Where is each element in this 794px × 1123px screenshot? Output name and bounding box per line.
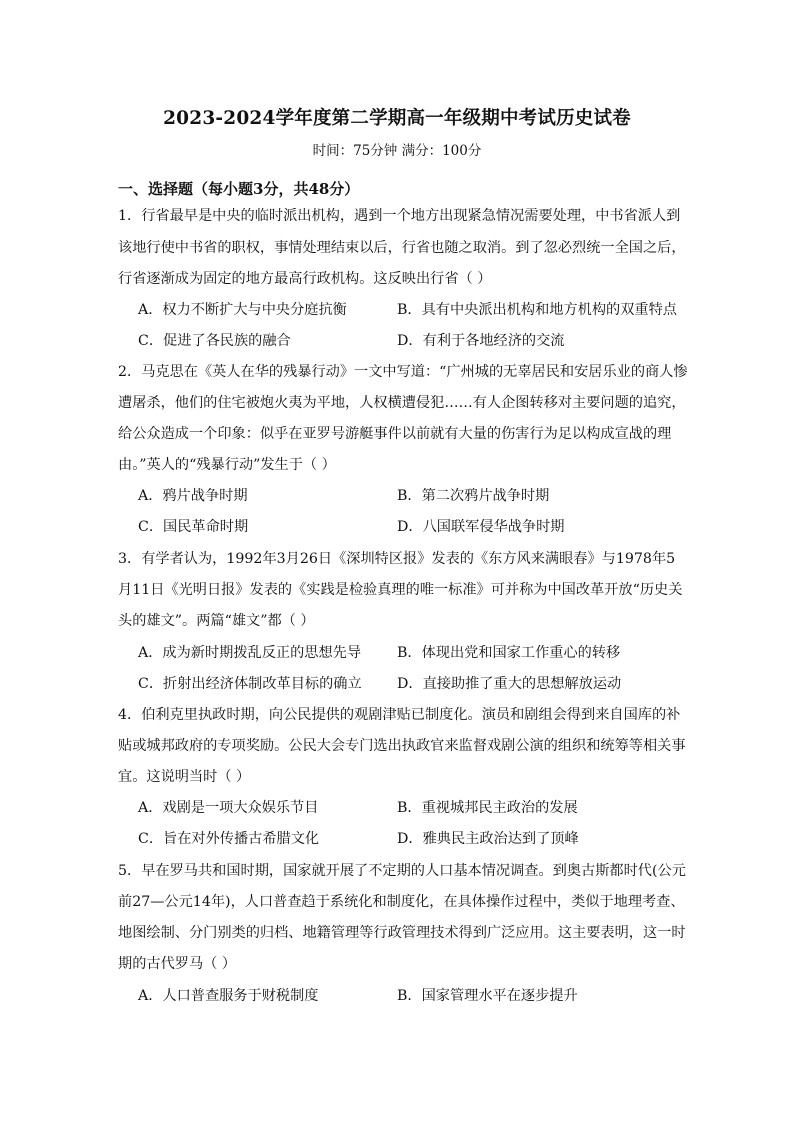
question-2-option-a: A．鸦片战争时期 bbox=[138, 488, 248, 504]
question-1-line-2: 该地行使中书省的职权，事情处理结束以后，行省也随之取消。到了忽必烈统一全国之后， bbox=[118, 240, 686, 256]
question-1-option-c: C．促进了各民族的融合 bbox=[138, 333, 291, 349]
question-3-option-c: C．折射出经济体制改革目标的确立 bbox=[138, 676, 362, 692]
question-2-option-c: C．国民革命时期 bbox=[138, 519, 249, 535]
question-3-option-d: D．直接助推了重大的思想解放运动 bbox=[397, 676, 622, 692]
question-1-line-1: 1．行省最早是中央的临时派出机构，遇到一个地方出现紧急情况需要处理，中书省派人到 bbox=[118, 208, 681, 224]
question-3-option-a: A．成为新时期拨乱反正的思想先导 bbox=[138, 645, 362, 661]
question-5-line-2: 前27—公元14年)，人口普查趋于系统化和制度化，在具体操作过程中，类似于地理考查、 bbox=[118, 894, 685, 910]
question-3-line-2: 月11日《光明日报》发表的《实践是检验真理的唯一标准》可并称为中国改革开放“历史关 bbox=[118, 582, 683, 598]
exam-subtitle: 时间：75分钟 满分：100分 bbox=[312, 143, 482, 159]
question-4-option-b: B．重视城邦民主政治的发展 bbox=[397, 800, 578, 816]
question-2-option-b: B．第二次鸦片战争时期 bbox=[397, 488, 550, 504]
question-4-line-1: 4．伯利克里执政时期，向公民提供的观剧津贴已制度化。演员和剧组会得到来自国库的补 bbox=[118, 707, 681, 723]
question-4-option-c: C．旨在对外传播古希腊文化 bbox=[138, 831, 320, 847]
question-5-option-b: B．国家管理水平在逐步提升 bbox=[397, 988, 578, 1004]
question-2-line-2: 遭屠杀，他们的住宅被炮火夷为平地，人权横遭侵犯……有人企图转移对主要问题的追究， bbox=[118, 395, 686, 411]
question-4-option-d: D．雅典民主政治达到了顶峰 bbox=[397, 831, 579, 847]
question-2-line-1: 2．马克思在《英人在华的残暴行动》一文中写道：“广州城的无辜居民和安居乐业的商人惨 bbox=[118, 364, 688, 380]
question-4-option-a: A．戏剧是一项大众娱乐节目 bbox=[138, 800, 319, 816]
question-2-line-4: 由。”英人的“残暴行动”发生于（ ） bbox=[118, 457, 336, 473]
question-5-line-4: 期的古代罗马（ ） bbox=[118, 956, 237, 972]
question-4-line-3: 宜。这说明当时（ ） bbox=[118, 769, 251, 785]
question-4-line-2: 贴或城邦政府的专项奖励。公民大会专门选出执政官来监督戏剧公演的组织和统筹等相关事 bbox=[118, 738, 686, 754]
exam-title: 2023-2024学年度第二学期高一年级期中考试历史试卷 bbox=[163, 108, 631, 129]
question-2-line-3: 给公众造成一个印象：似乎在亚罗号游艇事件以前就有大量的伤害行为足以构成宣战的理 bbox=[118, 426, 672, 442]
question-3-option-b: B．体现出党和国家工作重心的转移 bbox=[397, 645, 621, 661]
question-5-line-1: 5．早在罗马共和国时期，国家就开展了不定期的人口基本情况调查。到奥古斯都时代(公元 bbox=[118, 863, 686, 879]
question-5-line-3: 地图绘制、分门别类的归档、地籍管理等行政管理技术得到广泛应用。这主要表明，这一时 bbox=[118, 925, 686, 941]
question-1-option-b: B．具有中央派出机构和地方机构的双重特点 bbox=[397, 302, 677, 318]
question-2-option-d: D．八国联军侵华战争时期 bbox=[397, 519, 565, 535]
question-3-line-3: 头的雄文”。两篇“雄文”都（ ） bbox=[118, 613, 315, 629]
question-5-option-a: A．人口普查服务于财税制度 bbox=[138, 988, 319, 1004]
question-3-line-1: 3．有学者认为，1992年3月26日《深圳特区报》发表的《东方风来满眼春》与1978年5 bbox=[118, 551, 676, 567]
question-1-line-3: 行省逐渐成为固定的地方最高行政机构。这反映出行省（ ） bbox=[118, 271, 492, 287]
section-heading: 一、选择题（每小题3分，共48分） bbox=[118, 180, 360, 198]
question-1-option-d: D．有利于各地经济的交流 bbox=[397, 333, 565, 349]
question-1-option-a: A．权力不断扩大与中央分庭抗衡 bbox=[138, 302, 347, 318]
